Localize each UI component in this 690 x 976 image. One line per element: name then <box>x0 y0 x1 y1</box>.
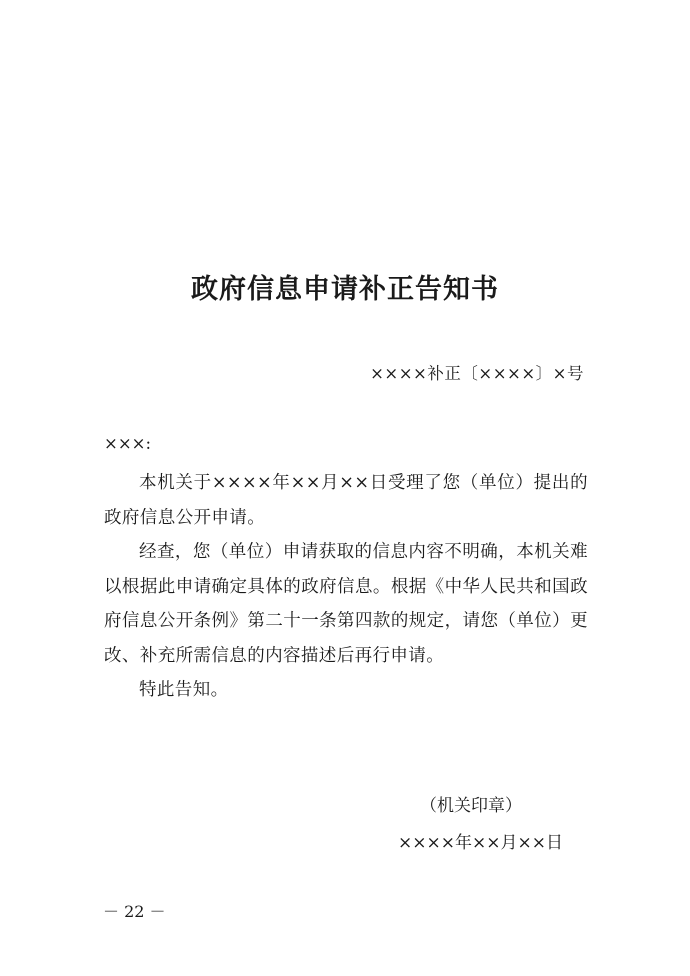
paragraph-correction-request: 经查，您（单位）申请获取的信息内容不明确，本机关难以根据此申请确定具体的政府信息。根据《中华人民共和国政府信息公开条例》第二十一条第四款的规定，请您（单位）更改、补充所需信息的内容描述后再行申请。 <box>104 542 588 666</box>
document-number: ××××补正〔××××〕×号 <box>370 364 584 383</box>
paragraph-closing: 特此告知。 <box>139 680 229 700</box>
page-number: － 22 － <box>103 902 166 921</box>
addressee: ×××: <box>104 434 152 453</box>
paragraph-acceptance: 本机关于××××年××月××日受理了您（单位）提出的政府信息公开申请。 <box>104 473 588 528</box>
issue-date: ××××年××月××日 <box>398 833 563 853</box>
document-body <box>104 466 588 708</box>
seal-label: （机关印章） <box>420 796 522 816</box>
document-title: 政府信息申请补正告知书 <box>191 274 499 305</box>
